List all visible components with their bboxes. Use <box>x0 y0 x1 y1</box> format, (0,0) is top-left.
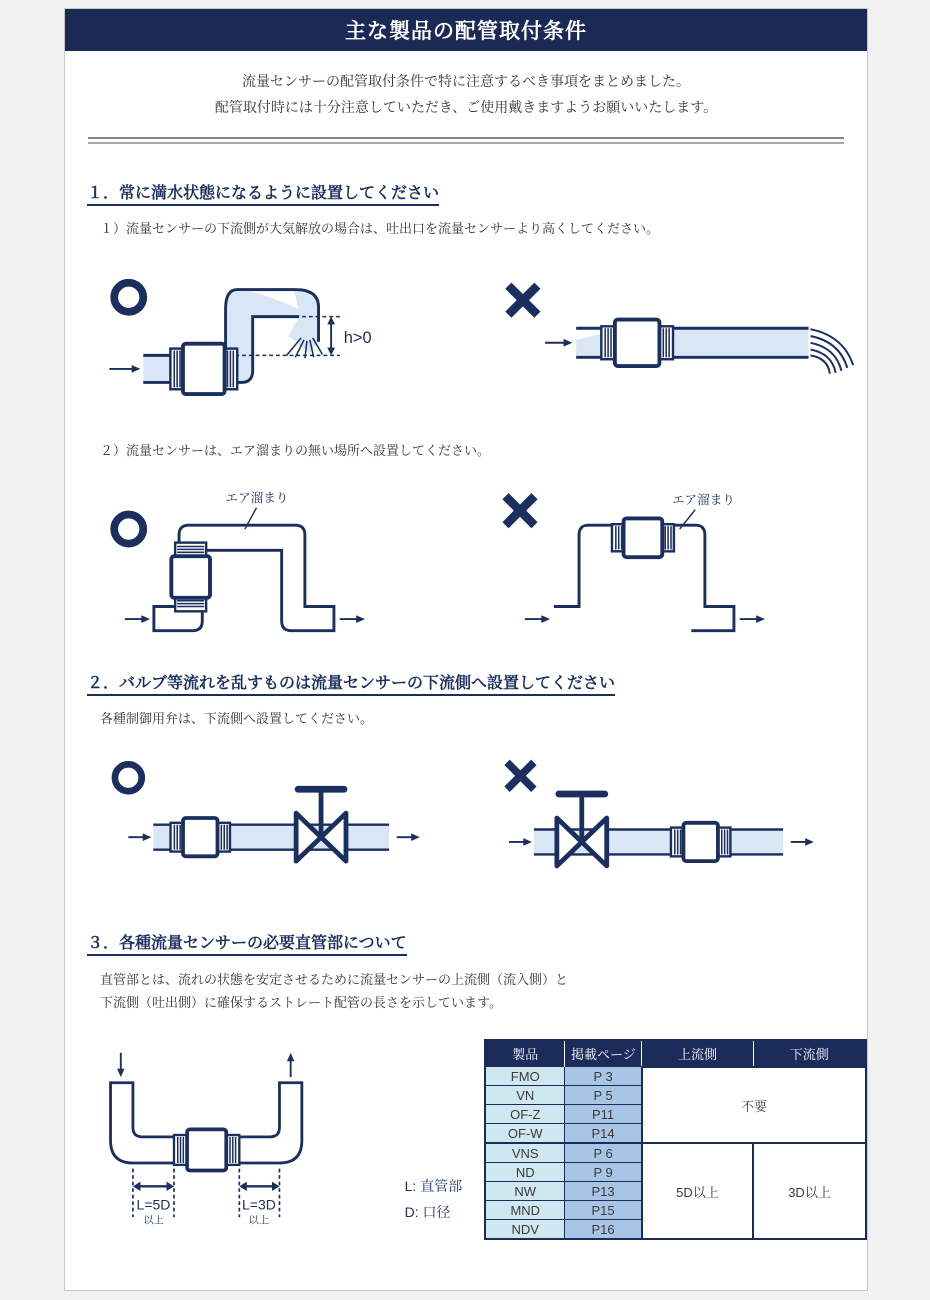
section2-heading: ２．バルブ等流れを乱すものは流量センサーの下流側へ設置してください <box>87 670 615 696</box>
section1-item1: １）流量センサーの下流側が大気解放の場合は、吐出口を流量センサーより高くしてください。 <box>100 220 660 236</box>
page-cell: P 3 <box>565 1067 642 1086</box>
page-cell: P 6 <box>565 1143 642 1163</box>
intro-text <box>65 69 867 121</box>
diagram-3-ok <box>90 748 474 888</box>
section3-note1: 直管部とは、流れの状態を安定させるために流量センサーの上流側（流入側）と <box>100 972 569 988</box>
intro-line-2: 配管取付時には十分注意していただき、ご使用戴きますようお願いいたします。 <box>214 98 718 115</box>
product-cell: NW <box>485 1182 565 1201</box>
legend-d: D: 口径 <box>404 1204 451 1221</box>
product-cell: NDV <box>485 1220 565 1240</box>
air-label: エア溜まり <box>225 490 289 505</box>
product-cell: VN <box>485 1086 565 1105</box>
height-label: h>0 <box>343 328 372 347</box>
ok-mark-icon <box>114 515 143 544</box>
flow-arrow-icon <box>524 615 549 623</box>
flow-sensor-icon <box>611 518 673 557</box>
height-arrow-icon <box>327 317 335 356</box>
air-pocket <box>206 527 291 536</box>
merged-cell-upstream: 5D以上 <box>642 1143 753 1239</box>
flow-sensor-icon <box>171 818 230 856</box>
diagram-3-ng <box>484 748 868 888</box>
ng-mark-icon <box>507 762 534 789</box>
flow-arrow-icon <box>117 1053 124 1077</box>
section2-note: 各種制御用弁は、下流側へ設置してください。 <box>100 710 374 726</box>
table-header-row <box>485 1040 866 1067</box>
title-bar <box>65 9 867 51</box>
flow-arrow-icon <box>340 615 365 623</box>
page-cell: P 5 <box>565 1086 642 1105</box>
merged-cell-downstream: 3D以上 <box>753 1143 866 1239</box>
page-cell: P 9 <box>565 1163 642 1182</box>
merged-cell-none: 不要 <box>642 1067 866 1144</box>
product-cell: VNS <box>485 1143 565 1163</box>
page-cell: P14 <box>565 1124 642 1144</box>
diagram-straight-run <box>90 1035 389 1235</box>
flow-arrow-icon <box>109 365 140 373</box>
flow-arrow-icon <box>397 833 420 841</box>
flow-sensor-icon <box>670 823 729 861</box>
flow-arrow-icon <box>546 339 573 347</box>
double-divider <box>88 137 844 144</box>
product-cell: OF-Z <box>485 1105 565 1124</box>
intro-line-1: 流量センサーの配管取付条件で特に注意するべき事項をまとめました。 <box>242 73 690 89</box>
diagram-2-ok <box>90 476 468 646</box>
dim-right-label: L=3D <box>242 1196 276 1213</box>
ok-mark-icon <box>115 764 142 791</box>
air-pocket <box>673 527 700 541</box>
section1-item2: ２）流量センサーは、エア溜まりの無い場所へ設置してください。 <box>100 442 491 458</box>
diagram-2-ng <box>490 476 868 646</box>
legend-l: L: 直管部 <box>404 1177 463 1194</box>
section3-heading: ３．各種流量センサーの必要直管部について <box>87 930 407 956</box>
flow-arrow-icon <box>508 838 531 846</box>
air-label: エア溜まり <box>671 492 735 507</box>
table-row <box>485 1067 866 1086</box>
page-cell: P13 <box>565 1182 642 1201</box>
water-spray-icon <box>811 329 854 374</box>
flow-arrow-icon <box>739 615 764 623</box>
flow-sensor-icon <box>174 1129 239 1170</box>
section1-heading: １．常に満水状態になるように設置してください <box>87 180 439 206</box>
diagram-legend <box>405 1173 463 1226</box>
air-pocket <box>582 527 613 539</box>
dim-left-sub: 以上 <box>143 1215 164 1227</box>
diagram-1-ok <box>90 256 477 416</box>
flow-sensor-icon <box>170 344 237 394</box>
section3-note2: 下流側（吐出側）に確保するストレート配管の長さを示しています。 <box>100 995 502 1011</box>
dimension-arrow-icon <box>239 1182 279 1191</box>
flow-arrow-icon <box>790 838 813 846</box>
flow-arrow-icon <box>287 1053 294 1077</box>
col-header-upstream: 上流側 <box>642 1040 753 1067</box>
straight-run-table <box>484 1039 867 1241</box>
page-cell: P11 <box>565 1105 642 1124</box>
dim-right-sub: 以上 <box>248 1215 270 1227</box>
flow-arrow-icon <box>128 833 151 841</box>
page-cell: P15 <box>565 1201 642 1220</box>
ng-mark-icon <box>509 286 538 315</box>
flow-sensor-icon <box>602 319 674 365</box>
col-header-product: 製品 <box>485 1040 565 1067</box>
document-page <box>64 8 868 1291</box>
product-cell: ND <box>485 1163 565 1182</box>
product-cell: OF-W <box>485 1124 565 1144</box>
col-header-downstream: 下流側 <box>753 1040 866 1067</box>
dim-left-label: L=5D <box>136 1196 171 1213</box>
col-header-page: 掲載ページ <box>565 1040 642 1067</box>
ok-mark-icon <box>114 283 143 312</box>
diagram-1-ng <box>489 266 867 406</box>
ng-mark-icon <box>505 496 534 525</box>
product-cell: MND <box>485 1201 565 1220</box>
flow-sensor-icon <box>171 543 210 612</box>
page-cell: P16 <box>565 1220 642 1240</box>
page-title: 主な製品の配管取付条件 <box>345 20 587 43</box>
table-row <box>485 1143 866 1163</box>
dimension-arrow-icon <box>133 1182 174 1191</box>
flow-arrow-icon <box>125 615 150 623</box>
product-cell: FMO <box>485 1067 565 1086</box>
